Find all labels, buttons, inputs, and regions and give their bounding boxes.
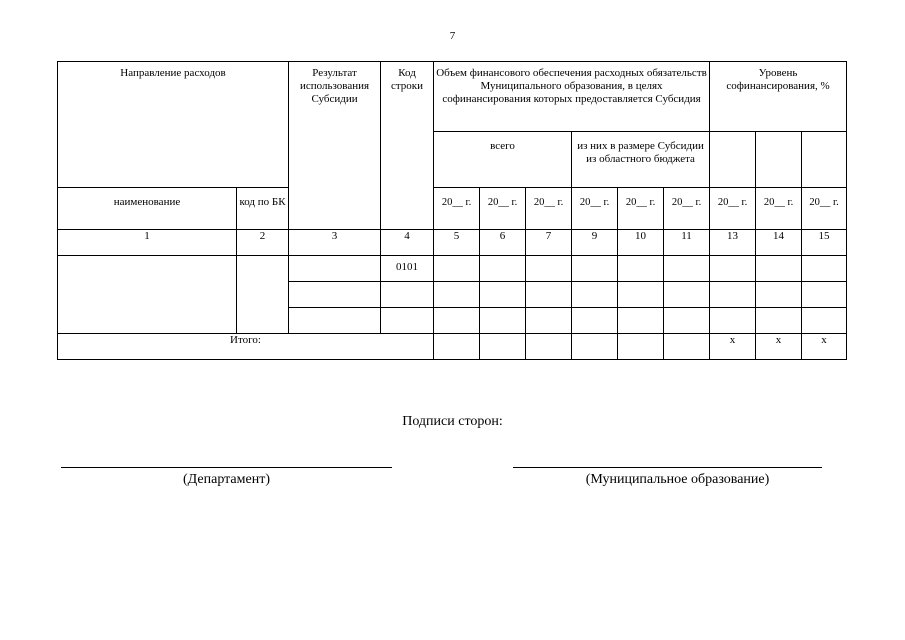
year-cell: 20__ г.	[756, 188, 802, 230]
data-cell	[434, 308, 480, 334]
data-cell	[480, 308, 526, 334]
data-cell	[434, 282, 480, 308]
year-cell: 20__ г.	[618, 188, 664, 230]
data-cell	[618, 282, 664, 308]
header-of-them: из них в размере Субсидии из областного бюджета	[572, 132, 710, 188]
row-code-cell	[381, 282, 434, 308]
column-number: 10	[618, 230, 664, 256]
data-cell	[572, 308, 618, 334]
year-cell: 20__ г.	[664, 188, 710, 230]
header-level: Уровень софинансирования, %	[710, 62, 847, 132]
bk-code-cell	[237, 256, 289, 334]
data-cell	[618, 256, 664, 282]
header-direction: Направление расходов	[58, 62, 289, 188]
total-cell	[618, 334, 664, 360]
row-code-cell	[381, 308, 434, 334]
signatures-title: Подписи сторон:	[402, 414, 503, 429]
column-number: 9	[572, 230, 618, 256]
data-cell	[756, 308, 802, 334]
data-cell	[480, 282, 526, 308]
data-cell	[802, 256, 847, 282]
data-cell	[802, 308, 847, 334]
data-cell	[480, 256, 526, 282]
total-cell	[526, 334, 572, 360]
header-result: Результат использования Субсидии	[289, 62, 381, 230]
data-cell	[802, 282, 847, 308]
data-cell	[526, 308, 572, 334]
data-cell	[572, 282, 618, 308]
header-row-code: Код строки	[381, 62, 434, 230]
year-cell: 20__ г.	[572, 188, 618, 230]
left-signature-label: (Департамент)	[183, 472, 270, 487]
column-number: 15	[802, 230, 847, 256]
x-mark: х	[710, 334, 756, 360]
header-total: всего	[434, 132, 572, 188]
data-cell	[526, 282, 572, 308]
data-cell	[526, 256, 572, 282]
year-cell: 20__ г.	[802, 188, 847, 230]
column-number: 6	[480, 230, 526, 256]
data-cell	[710, 282, 756, 308]
column-number: 13	[710, 230, 756, 256]
x-mark: х	[802, 334, 847, 360]
level-blank-cell	[756, 132, 802, 188]
year-cell: 20__ г.	[434, 188, 480, 230]
x-mark: х	[756, 334, 802, 360]
header-volume: Объем финансового обеспечения расходных обязательств Муниципального образования, в целях софинансирования которых предоставляется Субсидия	[434, 62, 710, 132]
cofinancing-table	[57, 61, 847, 360]
total-label: Итого:	[58, 334, 434, 360]
level-blank-cell	[710, 132, 756, 188]
name-cell	[58, 256, 237, 334]
right-signature-line	[513, 467, 822, 468]
header-bk-code: код по БК	[237, 188, 289, 230]
data-cell	[664, 308, 710, 334]
data-cell	[664, 282, 710, 308]
data-cell	[710, 308, 756, 334]
column-number: 2	[237, 230, 289, 256]
column-number: 14	[756, 230, 802, 256]
column-number: 3	[289, 230, 381, 256]
right-signature-label: (Муниципальное образование)	[585, 472, 770, 487]
data-cell	[664, 256, 710, 282]
year-cell: 20__ г.	[710, 188, 756, 230]
data-cell	[710, 256, 756, 282]
page-number: 7	[449, 30, 456, 42]
level-blank-cell	[802, 132, 847, 188]
column-number: 4	[381, 230, 434, 256]
result-cell	[289, 282, 381, 308]
result-cell	[289, 308, 381, 334]
total-cell	[480, 334, 526, 360]
data-cell	[756, 282, 802, 308]
result-cell	[289, 256, 381, 282]
total-cell	[434, 334, 480, 360]
column-number: 11	[664, 230, 710, 256]
data-cell	[434, 256, 480, 282]
year-cell: 20__ г.	[526, 188, 572, 230]
data-cell	[572, 256, 618, 282]
left-signature-line	[61, 467, 392, 468]
column-number: 7	[526, 230, 572, 256]
total-cell	[572, 334, 618, 360]
data-cell	[618, 308, 664, 334]
column-number: 5	[434, 230, 480, 256]
year-cell: 20__ г.	[480, 188, 526, 230]
data-cell	[756, 256, 802, 282]
row-code-cell: 0101	[381, 256, 434, 282]
column-number: 1	[58, 230, 237, 256]
total-cell	[664, 334, 710, 360]
header-name: наименование	[58, 188, 237, 230]
